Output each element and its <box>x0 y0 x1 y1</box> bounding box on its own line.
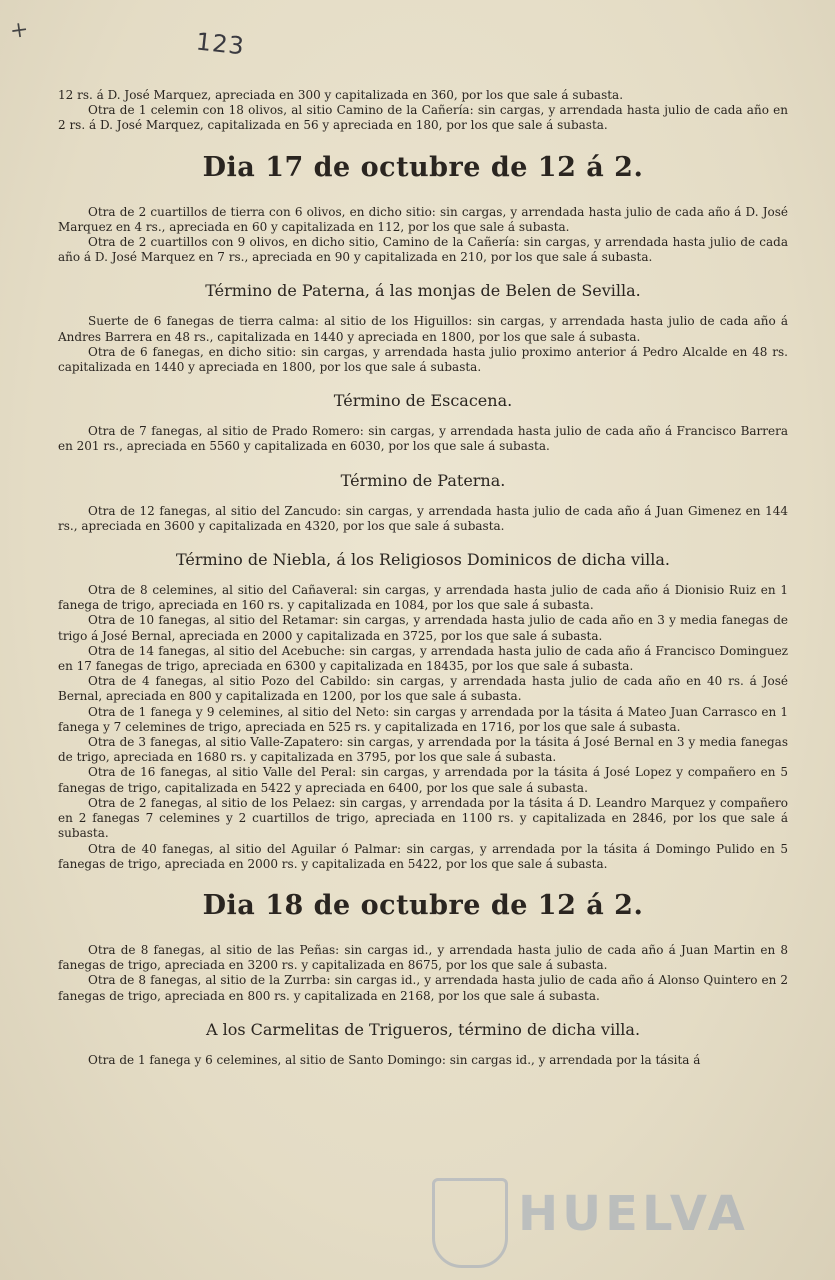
lot-paragraph: 12 rs. á D. José Marquez, apreciada en 300 y capitalizada en 360, por los que sale á subasta. <box>58 88 624 102</box>
lot-paragraph: Otra de 1 celemin con 18 olivos, al sitio Camino de la Cañería: sin cargas, y arrendada hasta julio de cada año en 2 rs. á D. José Marquez, capitalizada en 56 y apreciada en 180, por los que sale á subasta. <box>58 103 788 133</box>
handwritten-folio-number: 123 <box>194 27 247 61</box>
document-body <box>58 88 788 1068</box>
lot-paragraph: Otra de 1 fanega y 6 celemines, al sitio de Santo Domingo: sin cargas id., y arrendada por la tásita á <box>88 1052 701 1067</box>
lot-paragraph: Otra de 4 fanegas, al sitio Pozo del Cabildo: sin cargas, y arrendada hasta julio de cada año en 40 rs. á José Bernal, apreciada en 800 y capitalizada en 1200, por los que sale á subasta. <box>58 674 788 704</box>
lot-paragraph: Suerte de 6 fanegas de tierra calma: al sitio de los Higuillos: sin cargas, y arrendada hasta julio de cada año á Andres Barrera en 48 rs., capitalizada en 1440 y apreciada en 1800, por los que sale á subasta. <box>58 314 788 344</box>
lot-paragraph: Otra de 14 fanegas, al sitio del Acebuche: sin cargas, y arrendada hasta julio de cada año á Francisco Dominguez en 17 fanegas de trigo, apreciada en 6300 y capitalizada en 18435, por los que sale á subasta. <box>58 643 788 674</box>
lot-paragraph: Otra de 8 fanegas, al sitio de las Peñas: sin cargas id., y arrendada hasta julio de cada año á Juan Martin en 8 fanegas de trigo, apreciada en 3200 rs. y capitalizada en 8675, por los que sale á subasta. <box>58 942 788 973</box>
lot-paragraph: Otra de 1 fanega y 9 celemines, al sitio del Neto: sin cargas y arrendada por la tásita á Mateo Juan Carrasco en 1 fanega y 7 celemines de trigo, apreciada en 525 rs. y capitalizada en 1716, por los que sale á subasta. <box>58 704 788 734</box>
lot-paragraph: Otra de 40 fanegas, al sitio del Aguilar ó Palmar: sin cargas, y arrendada por la tásita á Domingo Pulido en 5 fanegas de trigo, apreciada en 2000 rs. y capitalizada en 5422, por los que sale á subasta. <box>58 841 788 871</box>
auction-day-heading: Dia 17 de octubre de 12 á 2. <box>202 151 644 183</box>
municipality-heading: Término de Niebla, á los Religiosos Dominicos de dicha villa. <box>176 550 670 570</box>
lot-paragraph: Otra de 8 fanegas, al sitio de la Zurrba: sin cargas id., y arrendada hasta julio de cada año á Alonso Quintero en 2 fanegas de trigo, apreciada en 800 rs. y capitalizada en 2168, por los que sale á subasta. <box>58 973 788 1003</box>
auction-day-heading: Dia 18 de octubre de 12 á 2. <box>202 889 644 921</box>
lot-paragraph: Otra de 7 fanegas, al sitio de Prado Romero: sin cargas, y arrendada hasta julio de cada año á Francisco Barrera en 201 rs., apreciada en 5560 y capitalizada en 6030, por los que sale á subasta. <box>58 424 788 454</box>
lot-paragraph: Otra de 16 fanegas, al sitio Valle del Peral: sin cargas, y arrendada por la tásita á José Lopez y compañero en 5 fanegas de trigo, capitalizada en 5422 y apreciada en 6400, por los que sale á subasta. <box>58 765 788 795</box>
lot-paragraph: Otra de 6 fanegas, en dicho sitio: sin cargas, y arrendada hasta julio proximo anterior á Pedro Alcalde en 48 rs. capitalizada en 1440 y apreciada en 1800, por los que sale á subasta. <box>58 344 788 375</box>
lot-paragraph: Otra de 10 fanegas, al sitio del Retamar: sin cargas, y arrendada hasta julio de cada año en 3 y media fanegas de trigo á José Bernal, apreciada en 2000 y capitalizada en 3725, por los que sale á subasta. <box>58 613 788 643</box>
municipality-heading: Término de Escacena. <box>333 391 513 411</box>
coat-of-arms-emblem <box>432 1178 508 1268</box>
lot-paragraph: Otra de 2 cuartillos de tierra con 6 olivos, en dicho sitio: sin cargas, y arrendada hasta julio de cada año á D. José Marquez en 4 rs., apreciada en 60 y capitalizada en 112, por los que sale á subasta. <box>58 204 788 234</box>
municipality-heading: A los Carmelitas de Trigueros, término de dicha villa. <box>205 1019 641 1039</box>
lot-paragraph: Otra de 3 fanegas, al sitio Valle-Zapatero: sin cargas, y arrendada por la tásita á José Bernal en 3 y media fanegas de trigo, apreciada en 1680 rs. y capitalizada en 3795, por los que sale á subasta. <box>58 735 788 765</box>
lot-paragraph: Otra de 12 fanegas, al sitio del Zancudo: sin cargas, y arrendada hasta julio de cada año á Juan Gimenez en 144 rs., apreciada en 3600 y capitalizada en 4320, por los que sale á subasta. <box>58 503 788 533</box>
lot-paragraph: Otra de 8 celemines, al sitio del Cañaveral: sin cargas, y arrendada hasta julio de cada año á Dionisio Ruiz en 1 fanega de trigo, apreciada en 160 rs. y capitalizada en 1084, por los que sale á subasta. <box>58 583 788 613</box>
municipality-heading: Término de Paterna, á las monjas de Belen de Sevilla. <box>205 281 641 301</box>
municipality-heading: Término de Paterna. <box>340 470 506 490</box>
archive-watermark <box>432 1172 772 1268</box>
lot-paragraph: Otra de 2 cuartillos con 9 olivos, en dicho sitio, Camino de la Cañería: sin cargas, y arrendada hasta julio de cada año á D. José Marquez en 7 rs., apreciada en 90 y capitalizada en 210, por los que sale á subasta. <box>58 235 788 265</box>
watermark-text: HUELVA <box>518 1186 749 1242</box>
lot-paragraph: Otra de 2 fanegas, al sitio de los Pelaez: sin cargas, y arrendada por la tásita á D. Leandro Marquez y compañero en 2 fanegas 7 celemines y 2 cuartillos de trigo, apreciada en 1100 rs. y capitalizada en 2846, por los que sale á subasta. <box>58 795 788 841</box>
corner-mark: + <box>8 16 31 45</box>
